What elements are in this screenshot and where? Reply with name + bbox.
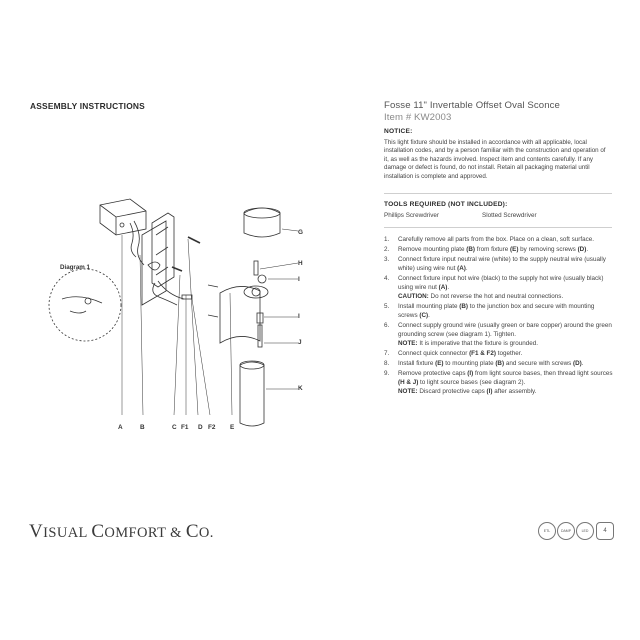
diagram1-label: Diagram 1 [60, 264, 90, 271]
part-label-c: C [172, 424, 177, 431]
step-number: 8. [384, 359, 390, 367]
step-number: 3. [384, 255, 390, 263]
step-text: Remove protective caps (I) from light source bases, then thread light sources (H & J) to light source bases (see diagram 2). NOTE: Discard protective caps (I) after assembly. [398, 369, 613, 395]
assembly-heading: ASSEMBLY INSTRUCTIONS [30, 101, 145, 111]
step-text: Carefully remove all parts from the box. Place on a clean, soft surface. [398, 236, 594, 243]
part-label-k: K [298, 385, 303, 392]
step-text: Remove mounting plate (B) from fixture (E) by removing screws (D). [398, 245, 589, 253]
tools-heading: TOOLS REQUIRED (NOT INCLUDED): [384, 201, 508, 208]
assembly-step [384, 255, 614, 273]
step-number: 5. [384, 302, 390, 310]
junction-box-shape [100, 199, 146, 235]
assembly-step [384, 349, 614, 358]
step-text: Install fixture (E) to mounting plate (B) and secure with screws (D). [398, 359, 584, 367]
notice-text: This light fixture should be installed in accordance with all applicable, local installation codes, and by a person familiar with the construction and operation of it, as well as the hazards involved. Inspect item and contents carefully. If any damage or defect is found, do not install. Retain all packaging material until installation is complete and approved. [384, 139, 606, 180]
step-number: 7. [384, 349, 390, 357]
damp-badge-icon: DAMP [557, 522, 575, 540]
tool-phillips: Phillips Screwdriver [384, 212, 439, 219]
part-label-g: G [298, 229, 303, 236]
part-label-j: J [298, 339, 302, 346]
exploded-view-drawing [30, 195, 330, 440]
part-label-a: A [118, 424, 123, 431]
item-number: Item # KW2003 [384, 112, 452, 123]
assembly-step [384, 302, 614, 320]
part-label-d: D [198, 424, 203, 431]
divider [384, 227, 612, 228]
step-number: 2. [384, 245, 390, 253]
step-text: Connect quick connector (F1 & F2) together. [398, 349, 523, 357]
assembly-steps [384, 235, 614, 397]
count-badge-icon: 4 [596, 522, 614, 540]
step-number: 6. [384, 321, 390, 329]
divider [384, 193, 612, 194]
part-label-b: B [140, 424, 145, 431]
part-label-i-lower: I [298, 313, 300, 320]
tool-slotted: Slotted Screwdriver [482, 212, 537, 219]
step-text: Install mounting plate (B) to the junction box and secure with mounting screws (C). [398, 302, 595, 319]
step-number: 1. [384, 236, 390, 243]
assembly-step [384, 245, 614, 254]
part-label-i-top: I [298, 276, 300, 283]
step-text: Connect fixture input hot wire (black) to the supply hot wire (usually black) using wire nut (A). CAUTION: Do not reverse the hot and neutral connections. [398, 274, 604, 300]
assembly-step [384, 359, 614, 368]
led-badge-icon: LED [576, 522, 594, 540]
assembly-step [384, 274, 614, 301]
part-label-f1: F1 [181, 424, 189, 431]
assembly-step [384, 369, 614, 396]
step-text: Connect fixture input neutral wire (white) to the supply neutral wire (usually white) using wire nut (A). [398, 255, 606, 272]
step-number: 4. [384, 274, 390, 282]
assembly-step [384, 235, 614, 244]
step-text: Connect supply ground wire (usually green or bare copper) around the green grounding screw (see diagram 1). Tighten. NOTE: It is imperative that the fixture is grounded. [398, 321, 612, 348]
part-label-e: E [230, 424, 235, 431]
product-title: Fosse 11" Invertable Offset Oval Sconce [384, 100, 560, 111]
step-number: 9. [384, 369, 390, 377]
notice-heading: NOTICE: [384, 128, 413, 135]
etl-badge-icon: ETL [538, 522, 556, 540]
assembly-diagram [30, 195, 330, 440]
assembly-step [384, 321, 614, 348]
part-label-h: H [298, 260, 303, 267]
brand-logo: VISUAL COMFORT & CO. [29, 521, 214, 542]
part-label-f2: F2 [208, 424, 216, 431]
